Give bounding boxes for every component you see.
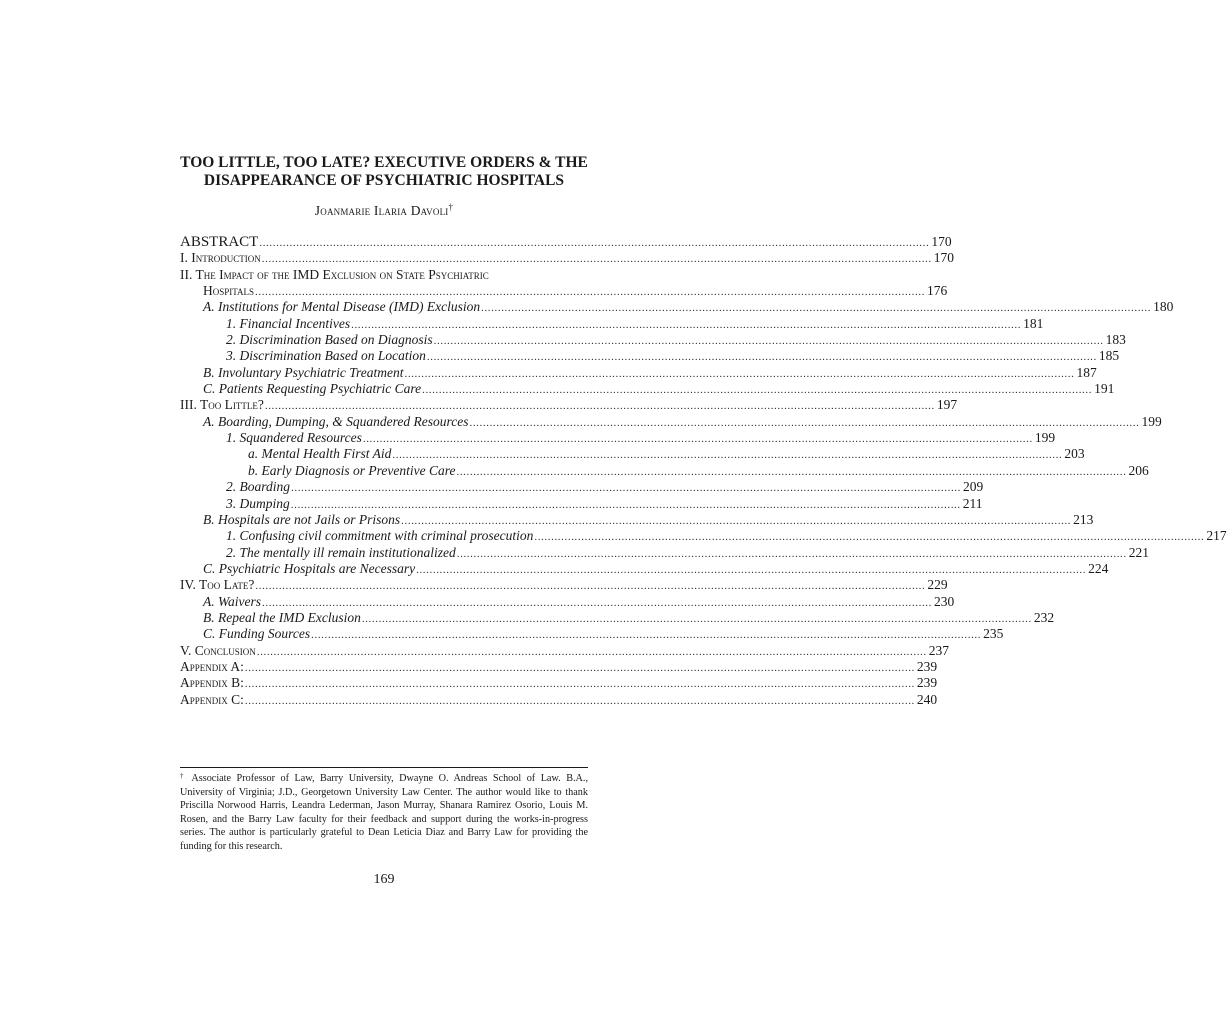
dot-leader: ........................................................................................................................................................................................................ <box>433 335 1104 348</box>
toc-entry-page: 229 <box>927 577 948 593</box>
toc-entry <box>180 479 984 495</box>
dot-leader: ........................................................................................................................................................................................................ <box>404 367 1075 380</box>
toc-entry-page: 240 <box>916 691 938 707</box>
toc-entry <box>180 626 1004 642</box>
toc-entry <box>180 364 1097 381</box>
toc-entry <box>180 299 1174 315</box>
toc-entry-text: I. Introduction <box>180 250 261 266</box>
toc-entry-page: 221 <box>1128 544 1149 560</box>
dot-leader: ........................................................................................................................................................................................................ <box>244 694 915 707</box>
toc-entry-text: C. Psychiatric Hospitals are Necessary <box>203 560 416 576</box>
toc-entry-page: 237 <box>928 642 950 658</box>
footnote-mark: † <box>180 772 187 780</box>
toc-entry-text: b. Early Diagnosis or Preventive Care <box>248 462 456 478</box>
toc-entry <box>180 511 1094 528</box>
title-line-2: DISAPPEARANCE OF PSYCHIATRIC HOSPITALS <box>203 172 565 189</box>
dot-leader: ........................................................................................................................................................................................................ <box>426 351 1097 364</box>
toc-entry-text: ABSTRACT <box>180 234 259 250</box>
toc-entry-page: 181 <box>1023 315 1044 331</box>
toc-entry-text: 2. Boarding <box>226 479 290 495</box>
toc-entry-text: 1. Squandered Resources <box>226 430 362 446</box>
toc-entry-text: Appendix B: <box>180 675 244 691</box>
toc-entry-page: 209 <box>963 479 984 495</box>
dot-leader: ........................................................................................................................................................................................................ <box>361 612 1032 625</box>
toc-entry-text: IV. Too Late? <box>180 577 255 593</box>
toc-entry-text: Appendix A: <box>180 658 244 674</box>
toc-entry-text: 2. Discrimination Based on Diagnosis <box>226 332 433 348</box>
dot-leader: ........................................................................................................................................................................................................ <box>416 563 1087 576</box>
toc-entry-text: 3. Dumping <box>226 495 290 511</box>
toc-entry <box>180 609 1055 626</box>
toc-entry <box>180 332 1126 348</box>
title-line-1: TOO LITTLE, TOO LATE? EXECUTIVE ORDERS & THE <box>180 154 588 171</box>
toc-entry-text: B. Involuntary Psychiatric Treatment <box>203 364 404 380</box>
toc-entry-text: 2. The mentally ill remain institutionalized <box>226 544 456 560</box>
dot-leader: ........................................................................................................................................................................................................ <box>401 514 1072 527</box>
toc-entry-impact-continuation <box>180 283 948 299</box>
toc-entry <box>180 413 1162 430</box>
dot-leader: ........................................................................................................................................................................................................ <box>256 645 927 658</box>
page-number: 169 <box>373 872 395 887</box>
toc-entry-page: 203 <box>1064 446 1085 462</box>
toc-entry-page: 180 <box>1153 299 1174 315</box>
toc-entry-page: 239 <box>916 675 938 691</box>
toc-entry-appendix-b <box>180 675 938 691</box>
dot-leader: ........................................................................................................................................................................................................ <box>259 237 930 249</box>
dot-leader: ........................................................................................................................................................................................................ <box>262 596 932 609</box>
toc-entry-page: 199 <box>1141 413 1162 429</box>
author-line <box>140 203 628 219</box>
toc-entry-page: 187 <box>1076 364 1097 380</box>
toc-entry-text: Hospitals <box>203 283 255 299</box>
toc-entry-impact-heading: II. The Impact of the IMD Exclusion on State Psychiatric <box>180 266 489 282</box>
toc-entry <box>180 381 1115 397</box>
footnote-text: Associate Professor of Law, Barry University, Dwayne O. Andreas School of Law. B.A., University of Virginia; J.D., Georgetown University Law Center. The author would like to thank Priscilla Norwood Harris, Leandra Lederman, Jason Murray, Shanara Ramirez Osorio, Louis M. Rosen, and the Barry Law faculty for their feedback and support during the works-in-progress series. The author is particularly grateful to Dean Leticia Diaz and Barry Law for providing the funding for this research. <box>180 773 588 852</box>
toc-entry-too-little <box>180 397 958 413</box>
toc-entry-page: 232 <box>1033 609 1055 625</box>
toc-entry-too-late <box>180 577 948 593</box>
dot-leader: ........................................................................................................................................................................................................ <box>469 416 1140 429</box>
toc-entry-text: V. Conclusion <box>180 642 256 658</box>
dot-leader: ........................................................................................................................................................................................................ <box>351 318 1022 331</box>
toc-entry-page: 199 <box>1034 430 1056 446</box>
toc-entry <box>180 315 1044 332</box>
toc-entry-text: 1. Financial Incentives <box>226 315 351 331</box>
toc-entry-text: B. Repeal the IMD Exclusion <box>203 609 361 625</box>
toc-entry-text: C. Patients Requesting Psychiatric Care <box>203 381 422 397</box>
toc-entry-page: 239 <box>916 658 938 674</box>
toc-entry-appendix-a <box>180 658 938 675</box>
article-title <box>140 154 628 190</box>
dot-leader: ........................................................................................................................................................................................................ <box>261 253 932 266</box>
dot-leader: ........................................................................................................................................................................................................ <box>311 629 982 642</box>
toc-entry <box>180 446 1085 462</box>
author-footnote-mark: † <box>448 202 454 212</box>
toc-entry-text: a. Mental Health First Aid <box>248 446 392 462</box>
toc-entry-text: III. Too Little? <box>180 397 264 413</box>
toc-entry-page: 197 <box>936 397 958 413</box>
toc-entry-page: 217 <box>1206 528 1227 544</box>
toc-entry-text: Appendix C: <box>180 691 244 707</box>
dot-leader: ........................................................................................................................................................................................................ <box>456 465 1127 478</box>
toc-entry-abstract <box>180 234 952 250</box>
toc-entry-page: 185 <box>1098 348 1120 364</box>
toc-entry-page: 176 <box>927 283 948 299</box>
dot-leader: ........................................................................................................................................................................................................ <box>244 678 915 691</box>
dot-leader: ........................................................................................................................................................................................................ <box>456 547 1127 560</box>
toc-entry-page: 235 <box>983 626 1004 642</box>
toc-entry-text: B. Hospitals are not Jails or Prisons <box>203 511 401 527</box>
toc-entry-page: 206 <box>1128 462 1149 478</box>
dot-leader: ........................................................................................................................................................................................................ <box>392 449 1063 462</box>
toc-entry-introduction <box>180 250 954 266</box>
toc-entry <box>180 462 1149 479</box>
toc-entry-text: A. Institutions for Mental Disease (IMD) Exclusion <box>203 299 481 315</box>
toc-entry <box>180 560 1109 577</box>
toc-entry-page: 170 <box>931 234 952 249</box>
toc-entry <box>180 430 1056 446</box>
dot-leader: ........................................................................................................................................................................................................ <box>264 400 935 413</box>
toc-entry-text: 1. Confusing civil commitment with criminal prosecution <box>226 528 534 544</box>
toc-entry-text: C. Funding Sources <box>203 626 311 642</box>
dot-leader: ........................................................................................................................................................................................................ <box>534 531 1205 544</box>
toc-entry-page: 183 <box>1105 332 1126 348</box>
author-name: Joanmarie Ilaria Davoli <box>314 203 449 218</box>
toc-entry-appendix-c <box>180 691 938 708</box>
dot-leader: ........................................................................................................................................................................................................ <box>362 433 1033 446</box>
dot-leader: ........................................................................................................................................................................................................ <box>255 286 926 299</box>
footnote <box>180 772 588 853</box>
toc-entry-text: A. Waivers <box>203 593 261 609</box>
toc-entry <box>180 348 1120 364</box>
toc-entry <box>180 528 1227 544</box>
toc-entry-page: 211 <box>962 495 983 511</box>
toc-entry-page: 230 <box>934 593 955 609</box>
dot-leader: ........................................................................................................................................................................................................ <box>290 498 961 511</box>
toc-entry-page: 191 <box>1094 381 1115 397</box>
dot-leader: ........................................................................................................................................................................................................ <box>255 580 926 593</box>
toc-entry-page: 213 <box>1073 511 1094 527</box>
footnote-separator <box>180 767 588 768</box>
toc-entry <box>180 495 983 512</box>
toc-entry-text: 3. Discrimination Based on Location <box>226 348 426 364</box>
toc-entry <box>180 593 955 610</box>
toc-entry-page: 170 <box>933 250 954 266</box>
toc-entry <box>180 544 1149 561</box>
dot-leader: ........................................................................................................................................................................................................ <box>291 482 961 495</box>
toc-entry-conclusion <box>180 642 950 659</box>
dot-leader: ........................................................................................................................................................................................................ <box>481 302 1152 315</box>
dot-leader: ........................................................................................................................................................................................................ <box>422 384 1093 397</box>
toc-entry-page: 224 <box>1088 560 1109 576</box>
toc-entry-text: A. Boarding, Dumping, & Squandered Resources <box>203 413 469 429</box>
table-of-contents <box>180 234 1227 708</box>
dot-leader: ........................................................................................................................................................................................................ <box>244 661 915 674</box>
